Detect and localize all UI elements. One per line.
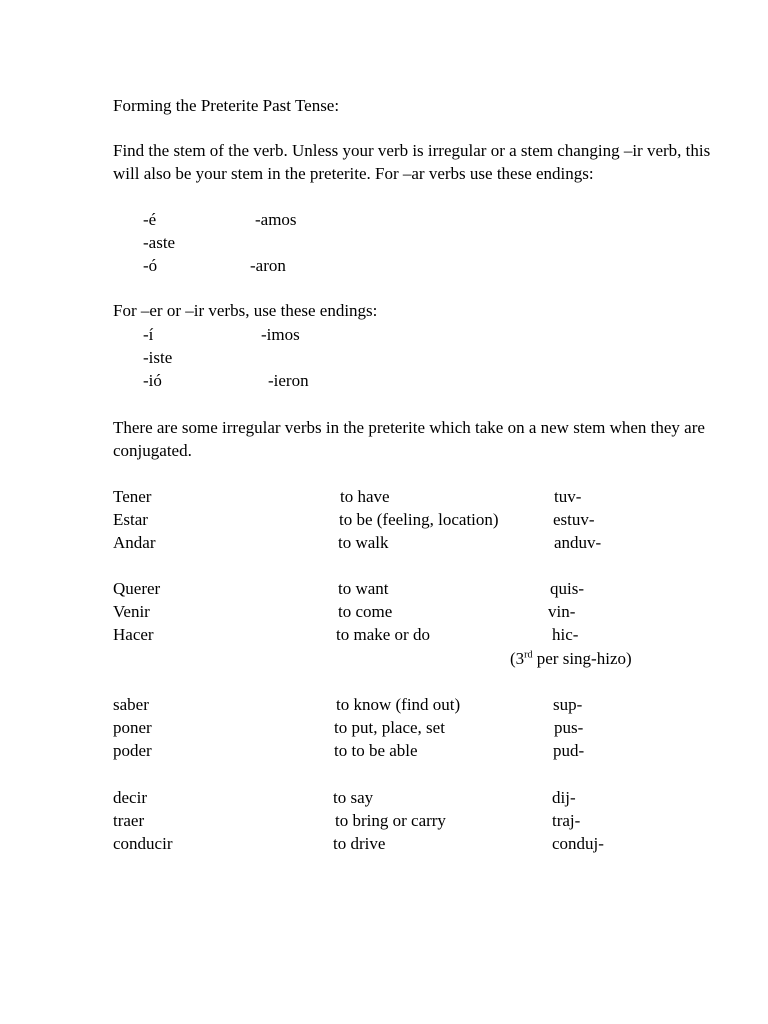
ar-ending-6: -aron xyxy=(250,256,286,275)
verb-infinitive: poner xyxy=(113,718,152,737)
verb-stem: conduj- xyxy=(552,834,604,853)
hacer-note-suffix: per sing-hizo) xyxy=(532,649,632,668)
verb-stem: estuv- xyxy=(553,510,595,529)
verb-infinitive: traer xyxy=(113,811,145,830)
verb-meaning: to say xyxy=(333,788,374,807)
er-ir-intro: For –er or –ir verbs, use these endings: xyxy=(113,301,378,320)
verb-meaning: to drive xyxy=(333,834,386,853)
verb-meaning: to walk xyxy=(338,533,389,552)
verb-infinitive: Estar xyxy=(113,510,148,529)
intro-paragraph: Find the stem of the verb. Unless your verb is irregular or a stem changing –ir verb, this will also be your stem in the preterite. For –ar verbs use these endings: xyxy=(113,141,711,183)
verb-meaning: to to be able xyxy=(334,741,418,760)
ar-ending-3: -ó xyxy=(143,256,158,275)
verb-meaning: to know (find out) xyxy=(336,695,461,714)
er-ir-ending-2: -iste xyxy=(143,348,173,367)
verb-stem: sup- xyxy=(553,695,583,714)
verb-meaning: to be (feeling, location) xyxy=(339,510,499,529)
verb-stem: dij- xyxy=(552,788,576,807)
verb-stem: tuv- xyxy=(554,487,582,506)
er-ir-ending-6: -ieron xyxy=(268,371,309,390)
verb-infinitive: decir xyxy=(113,788,147,807)
verb-stem: anduv- xyxy=(554,533,602,552)
verb-meaning: to put, place, set xyxy=(334,718,445,737)
verb-infinitive: Andar xyxy=(113,533,156,552)
verb-stem: vin- xyxy=(548,602,576,621)
page-title: Forming the Preterite Past Tense: xyxy=(113,96,340,115)
er-ir-ending-1: -í xyxy=(143,325,154,344)
verb-infinitive: conducir xyxy=(113,834,173,853)
er-ir-ending-4: -imos xyxy=(261,325,300,344)
verb-meaning: to bring or carry xyxy=(335,811,446,830)
verb-meaning: to make or do xyxy=(336,625,430,644)
hacer-note-prefix: (3 xyxy=(510,649,525,668)
verb-stem: traj- xyxy=(552,811,581,830)
irregular-intro: There are some irregular verbs in the preterite which take on a new stem when they are conjugated. xyxy=(113,418,705,460)
verb-stem: hic- xyxy=(552,625,579,644)
verb-stem: pus- xyxy=(554,718,584,737)
verb-infinitive: Querer xyxy=(113,579,161,598)
verb-infinitive: Hacer xyxy=(113,625,154,644)
verb-meaning: to have xyxy=(340,487,390,506)
hacer-note-superscript: rd xyxy=(524,649,533,661)
verb-infinitive: Tener xyxy=(113,487,152,506)
er-ir-ending-3: -ió xyxy=(143,371,162,390)
ar-ending-4: -amos xyxy=(255,210,297,229)
verb-stem: pud- xyxy=(553,741,585,760)
verb-infinitive: poder xyxy=(113,741,152,760)
verb-meaning: to come xyxy=(338,602,393,621)
ar-ending-2: -aste xyxy=(143,233,176,252)
verb-stem: quis- xyxy=(550,579,584,598)
verb-infinitive: saber xyxy=(113,695,149,714)
hacer-note xyxy=(510,647,632,670)
verb-meaning: to want xyxy=(338,579,389,598)
verb-infinitive: Venir xyxy=(113,602,150,621)
ar-ending-1: -é xyxy=(143,210,157,229)
